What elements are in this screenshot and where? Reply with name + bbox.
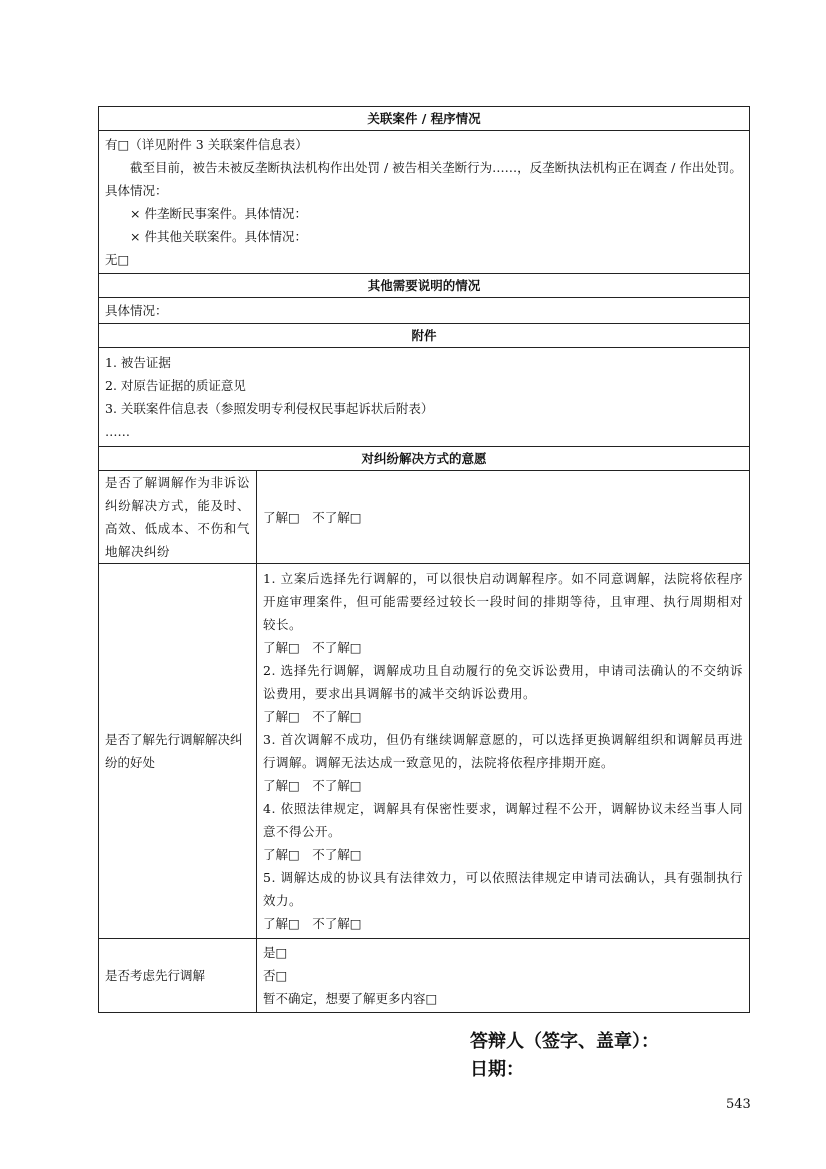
attachments-title-row [99, 324, 750, 348]
date-label: 日期： [470, 1059, 524, 1080]
q2-question: 是否了解先行调解解决纠纷的好处 [99, 564, 257, 939]
attachments-list [99, 348, 750, 447]
q2-row [99, 564, 750, 939]
q2-points [257, 564, 750, 939]
other-title: 其他需要说明的情况 [99, 274, 750, 298]
q3-options [257, 939, 750, 1013]
related-content [99, 131, 750, 274]
related-item-other: × 件其他关联案件。具体情况： [130, 229, 307, 244]
q1-row [99, 471, 750, 564]
q2-point-2: 2. 选择先行调解，调解成功且自动履行的免交诉讼费用，申请司法确认的不交纳诉讼费用，要求出具调解书的减半交纳诉讼费用。 [263, 663, 743, 701]
q1-answer-checkboxes[interactable]: 了解□ 不了解□ [257, 471, 750, 564]
related-no-checkbox[interactable]: 无□ [105, 252, 130, 267]
q3-row [99, 939, 750, 1013]
q1-question: 是否了解调解作为非诉讼纠纷解决方式，能及时、高效、低成本、不伤和气地解决纠纷 [99, 471, 257, 564]
respondent-signature-label: 答辩人（签字、盖章）： [470, 1031, 659, 1052]
attachments-title: 附件 [99, 324, 750, 348]
attachment-item: 2. 对原告证据的质证意见 [105, 378, 246, 393]
related-description: 截至目前，被告未被反垄断执法机构作出处罚 / 被告相关垄断行为……，反垄断执法机构正在调查 / 作出处罚。具体情况： [105, 160, 742, 198]
dispute-title-row [99, 447, 750, 471]
q2-point-1: 1. 立案后选择先行调解的，可以很快启动调解程序。如不同意调解，法院将依程序开庭审理案件，但可能需要经过较长一段时间的排期等待，且审理、执行周期相对较长。 [263, 571, 743, 632]
q2-point-5: 5. 调解达成的协议具有法律效力，可以依照法律规定申请司法确认，具有强制执行效力。 [263, 870, 743, 908]
q3-option-yes[interactable]: 是□ [263, 945, 288, 960]
attachments-content-row [99, 348, 750, 447]
q3-option-no[interactable]: 否□ [263, 968, 288, 983]
related-yes-checkbox[interactable]: 有□（详见附件 3 关联案件信息表） [105, 137, 308, 152]
q2-point-2-checkboxes[interactable]: 了解□ 不了解□ [263, 709, 362, 724]
q2-point-3: 3. 首次调解不成功，但仍有继续调解意愿的，可以选择更换调解组织和调解员再进行调解。调解无法达成一致意见的，法院将依程序排期开庭。 [263, 732, 743, 770]
form-sheet [98, 106, 749, 1013]
q2-point-3-checkboxes[interactable]: 了解□ 不了解□ [263, 778, 362, 793]
other-content-row [99, 298, 750, 324]
signature-block [470, 1028, 659, 1084]
attachment-item: …… [105, 424, 130, 439]
related-title: 关联案件 / 程序情况 [99, 107, 750, 131]
q2-point-1-checkboxes[interactable]: 了解□ 不了解□ [263, 640, 362, 655]
q3-question: 是否考虑先行调解 [99, 939, 257, 1013]
attachment-item: 1. 被告证据 [105, 355, 171, 370]
form-table [98, 106, 750, 1013]
related-item-antitrust: × 件垄断民事案件。具体情况： [130, 206, 307, 221]
q2-point-4: 4. 依照法律规定，调解具有保密性要求，调解过程不公开，调解协议未经当事人同意不得公开。 [263, 801, 743, 839]
related-content-row [99, 131, 750, 274]
dispute-title: 对纠纷解决方式的意愿 [99, 447, 750, 471]
q3-option-unsure[interactable]: 暂不确定，想要了解更多内容□ [263, 991, 438, 1006]
q2-point-5-checkboxes[interactable]: 了解□ 不了解□ [263, 916, 362, 931]
q2-point-4-checkboxes[interactable]: 了解□ 不了解□ [263, 847, 362, 862]
attachment-item: 3. 关联案件信息表（参照发明专利侵权民事起诉状后附表） [105, 401, 434, 416]
other-details-field[interactable]: 具体情况： [99, 298, 750, 324]
page-number: 543 [726, 1097, 751, 1112]
related-title-row [99, 107, 750, 131]
other-title-row [99, 274, 750, 298]
